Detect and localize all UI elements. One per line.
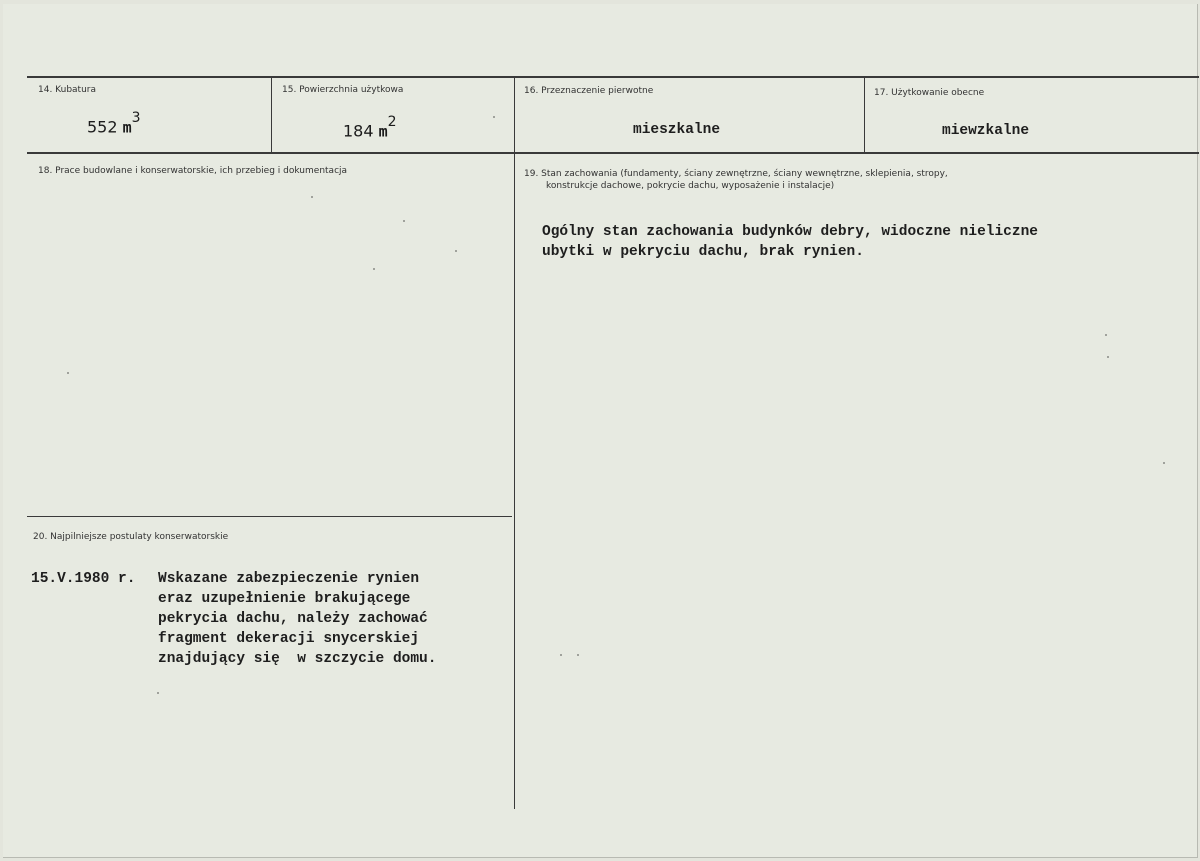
kubatura-unit: m bbox=[122, 118, 132, 137]
kubatura-exponent: 3 bbox=[131, 110, 141, 126]
paper-speck bbox=[493, 116, 495, 118]
powierzchnia-value bbox=[343, 114, 397, 141]
paper-speck bbox=[373, 268, 375, 270]
kubatura-label: 14. Kubatura bbox=[38, 85, 97, 95]
paper-speck bbox=[403, 220, 405, 222]
stan-label-line2: konstrukcje dachowe, pokrycie dachu, wyposażenie i instalacje) bbox=[546, 181, 835, 191]
postulaty-line-2: eraz uzupełnienie brakującege bbox=[158, 591, 411, 607]
paper-speck bbox=[1105, 334, 1107, 336]
kubatura-number: 552 bbox=[87, 117, 118, 137]
top-rule bbox=[27, 76, 1199, 78]
paper-speck bbox=[311, 196, 313, 198]
paper-speck bbox=[1163, 462, 1165, 464]
powierzchnia-number: 184 bbox=[343, 121, 374, 141]
postulaty-line-5: znajdujący się w szczycie domu. bbox=[158, 651, 437, 667]
paper-speck bbox=[455, 250, 457, 252]
przeznaczenie-label: 16. Przeznaczenie pierwotne bbox=[524, 86, 654, 96]
postulaty-date: 15.V.1980 r. bbox=[31, 571, 136, 587]
paper-speck bbox=[67, 372, 69, 374]
uzytkowanie-value: miewzkalne bbox=[942, 123, 1030, 139]
paper-speck bbox=[1107, 356, 1109, 358]
powierzchnia-label: 15. Powierzchnia użytkowa bbox=[282, 85, 404, 95]
col-divider-2 bbox=[514, 76, 515, 809]
przeznaczenie-value: mieszkalne bbox=[633, 122, 721, 138]
paper-speck bbox=[560, 654, 562, 656]
paper-speck bbox=[157, 692, 159, 694]
paper-speck bbox=[577, 654, 579, 656]
stan-text-line2: ubytki w pekryciu dachu, brak rynien. bbox=[542, 244, 864, 260]
col-divider-1 bbox=[271, 76, 272, 153]
postulaty-line-1: Wskazane zabezpieczenie rynien bbox=[158, 571, 420, 587]
stan-text-line1: Ogólny stan zachowania budynków debry, widoczne nieliczne bbox=[542, 224, 1038, 240]
kubatura-value bbox=[87, 110, 141, 137]
postulaty-line-3: pekrycia dachu, należy zachować bbox=[158, 611, 428, 627]
prace-label: 18. Prace budowlane i konserwatorskie, ich przebieg i dokumentacja bbox=[38, 166, 348, 176]
record-card bbox=[3, 4, 1198, 858]
powierzchnia-unit: m bbox=[378, 122, 388, 141]
section-20-rule bbox=[27, 516, 512, 517]
postulaty-line-4: fragment dekeracji snycerskiej bbox=[158, 631, 420, 647]
col-divider-3 bbox=[864, 76, 865, 153]
powierzchnia-exponent: 2 bbox=[387, 114, 397, 130]
postulaty-label: 20. Najpilniejsze postulaty konserwatorskie bbox=[33, 532, 229, 542]
uzytkowanie-label: 17. Użytkowanie obecne bbox=[874, 88, 985, 98]
header-row-rule bbox=[27, 152, 1199, 154]
stan-label-line1: 19. Stan zachowania (fundamenty, ściany zewnętrzne, ściany wewnętrzne, sklepienia, stropy, bbox=[524, 169, 948, 179]
